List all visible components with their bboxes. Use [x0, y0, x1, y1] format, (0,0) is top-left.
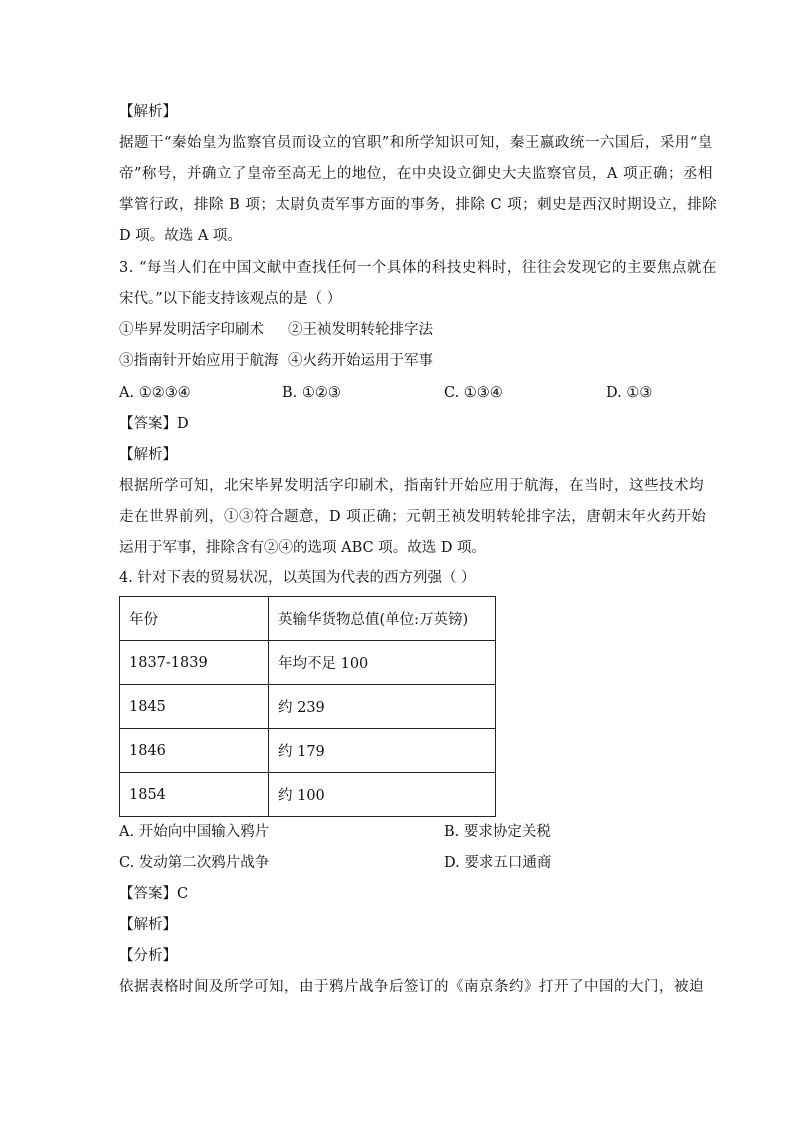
table-header-row — [120, 597, 496, 641]
q3-stem-line: 宋代。”以下能支持该观点的是（ ） — [119, 291, 342, 307]
table-cell: 约 239 — [269, 685, 496, 729]
q4-stem: 4. 针对下表的贸易状况，以英国为代表的西方列强（ ） — [119, 570, 476, 586]
table-cell: 约 179 — [269, 729, 496, 773]
trade-table — [119, 596, 496, 817]
q3-statement-2: ②王祯发明转轮排字法 — [288, 322, 433, 338]
table-cell: 1845 — [120, 685, 269, 729]
q2-analysis-line: D 项。故选 A 项。 — [119, 228, 242, 244]
q4-analysis-line: 依据表格时间及所学可知，由于鸦片战争后签订的《南京条约》打开了中国的大门，被迫 — [119, 979, 704, 995]
q4-analysis-subheading: 【分析】 — [119, 948, 177, 964]
table-cell: 年均不足 100 — [269, 641, 496, 685]
q2-analysis-line: 帝”称号，并确立了皇帝至高无上的地位，在中央设立御史大夫监察官员，A 项正确；丞相 — [119, 166, 713, 182]
q4-analysis-heading: 【解析】 — [119, 917, 177, 933]
q4-option-d: D. 要求五口通商 — [444, 855, 552, 871]
q3-analysis-line: 走在世界前列，①③符合题意，D 项正确；元朝王祯发明转轮排字法，唐朝末年火药开始 — [119, 509, 707, 525]
table-row — [120, 685, 496, 729]
q2-analysis-line: 据题干“秦始皇为监察官员而设立的官职”和所学知识可知，秦王嬴政统一六国后，采用“皇 — [119, 135, 713, 151]
table-row — [120, 641, 496, 685]
table-row — [120, 773, 496, 817]
q3-analysis-heading: 【解析】 — [119, 447, 177, 463]
table-cell: 1854 — [120, 773, 269, 817]
q4-answer: 【答案】C — [119, 886, 189, 902]
q3-option-a: A. ①②③④ — [119, 385, 191, 401]
q3-option-b: B. ①②③ — [282, 385, 341, 401]
q3-answer: 【答案】D — [119, 416, 189, 432]
q2-analysis-line: 掌管行政，排除 B 项；太尉负责军事方面的事务，排除 C 项；刺史是西汉时期设立，排除 — [119, 197, 718, 213]
table-cell: 1846 — [120, 729, 269, 773]
q4-option-b: B. 要求协定关税 — [444, 824, 551, 840]
q3-option-d: D. ①③ — [606, 385, 653, 401]
table-header-cell: 英输华货物总值(单位:万英镑) — [269, 597, 496, 641]
table-header-cell: 年份 — [120, 597, 269, 641]
table-cell: 约 100 — [269, 773, 496, 817]
q4-option-c: C. 发动第二次鸦片战争 — [119, 855, 270, 871]
q3-statement-4: ④火药开始运用于军事 — [288, 353, 433, 369]
table-row — [120, 729, 496, 773]
q3-analysis-line: 运用于军事，排除含有②④的选项 ABC 项。故选 D 项。 — [119, 540, 487, 556]
q3-stem-line: 3. “每当人们在中国文献中查找任何一个具体的科技史料时，往往会发现它的主要焦点就在 — [119, 260, 717, 276]
q4-option-a: A. 开始向中国输入鸦片 — [119, 824, 270, 840]
q3-statement-1: ①毕昇发明活字印刷术 — [119, 322, 264, 338]
q3-statement-3: ③指南针开始应用于航海 — [119, 353, 279, 369]
q2-analysis-heading: 【解析】 — [119, 104, 177, 120]
q3-option-c: C. ①③④ — [444, 385, 503, 401]
table-cell: 1837-1839 — [120, 641, 269, 685]
q3-analysis-line: 根据所学可知，北宋毕昇发明活字印刷术，指南针开始应用于航海，在当时，这些技术均 — [119, 478, 704, 494]
